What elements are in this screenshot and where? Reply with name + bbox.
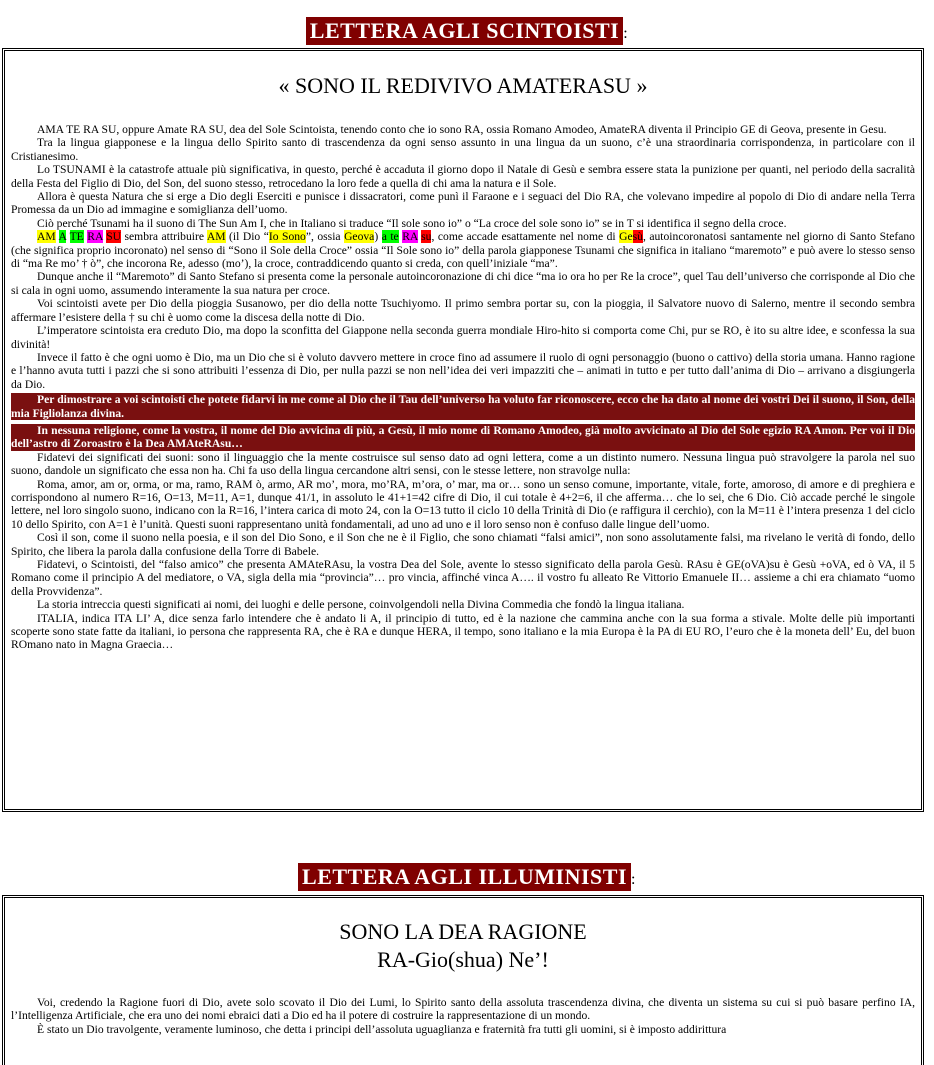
hl-a: A: [58, 230, 67, 244]
section1-title-text: LETTERA AGLI SCINTOISTI: [306, 17, 623, 45]
hl-te: TE: [69, 230, 84, 244]
s2-paragraph-1: Voi, credendo la Ragione fuori di Dio, avete solo scovato il Dio dei Lumi, lo Spirito santo della assoluta trascendenza divina, che diventa un sistema su cui si può basare perfino IA, l’Intelligenza Artificiale, che era uno dei nomi ebraici dati a Dio ed ha il potere di costruire la rappresentazione di un mondo.: [11, 996, 915, 1023]
text-run: (il Dio “: [225, 230, 269, 244]
section1-title-colon: :: [623, 25, 629, 42]
hl-geova: Geova: [344, 230, 375, 244]
s1-paragraph-9: L’imperatore scintoista era creduto Dio, ma dopo la sconfitta del Giappone nella seconda guerra mondiale Hiro-hito si comporta come Chi, pur se RO, è ito su altre idee, e sconfessa la sua divinità!: [11, 324, 915, 351]
hl-ge: Ge: [619, 230, 633, 244]
s1-paragraph-6: [11, 230, 915, 270]
section2-title: [0, 863, 934, 891]
s1-paragraph-5: Ciò perché Tsunami ha il suono di The Sun Am I, che in Italiano si traduce “Il sole sono io” o “La croce del sole sono io” se in T si identifica il segno della croce.: [37, 216, 787, 230]
hl-su3: sù: [632, 230, 643, 244]
s1-paragraph-13: Fidatevi dei significati dei suoni: sono il linguaggio che la mente costruisce sul senso dato ad ogni lettera, come a un distinto numero. Nessuna lingua può stravolgere la parola nel suo suono, dandole un significato che essa non ha. Chi fa uso della lingua cercandone altri sensi, con le stesse lettere, non stravolge nulla:: [11, 450, 915, 478]
section1-title: [0, 17, 934, 45]
s1-paragraph-10: Invece il fatto è che ogni uomo è Dio, ma un Dio che si è voluto davvero mettere in croce fino ad assumere il ruolo di ogni personaggio (buono o cattivo) della storia umana. Hanno ragione e l’hanno avuta tutti i pazzi che si sono attribuiti l’essenza di Dio, per nulla pazzi se non nell’idea dei veri impazziti che – animati in tutto e per tutto dall’anima di Dio – arrivano a disgiungerla da Dio.: [11, 350, 915, 391]
section2-box: [2, 895, 924, 1065]
section2-title-colon: :: [631, 871, 636, 888]
hl-a-te: a te: [381, 230, 399, 244]
s1-paragraph-15: Così il son, come il suono nella poesia, e il son del Dio Sono, e il Son che ne è il Figlio, che sono chiamati “falsi amici”, non sono assolutamente falsi, ma rivelano le verità di fondo, dello Spirito, che libera la parola dalla confusione della Torre di Babele.: [11, 531, 915, 558]
s1-paragraph-4: Allora è questa Natura che si erge a Dio degli Eserciti e punisce i dissacratori, come punì il Faraone e i seguaci del Dio RA, che volevano impedire al popolo di Dio di andare nella Terra Promessa da un Dio ad immagine e somiglianza dell’uomo.: [11, 190, 915, 217]
s1-paragraph-3: Lo TSUNAMI è la catastrofe attuale più significativa, in questo, perché è accaduta il giorno dopo il Natale di Gesù e sembra essere stata la punizione per quanti, nel periodo della sacralità della Festa del Figlio di Dio, del Son, del suono stesso, retrocedano la loro fede a quella di chi ama la natura e il Sole.: [11, 163, 915, 190]
s1-paragraph-18: ITALIA, indica ITA LI’ A, dice senza farlo intendere che è andato li A, il principio di tutto, ed è la nazione che cammina anche con la sua forma a stivale. Molte delle più importanti scoperte sono state fatte da italiani, io persona che rappresenta RA, che è RA e dunque HERA, il tempo, sono italiano e la mia Europa è la PA di EU RO, l’euro che è la moneta dell’ Eu, del buon ROmano nato in Magna Graecia…: [11, 611, 915, 652]
s1-paragraph-8: Voi scintoisti avete per Dio della pioggia Susanowo, per dio della notte Tsuchiyomo. Il primo sembra portar su, con la pioggia, il Salvatore nuovo di Salerno, mentre il secondo sembra affermare l’esistere della † su chi è uomo come la discesa della notte di Dio.: [11, 297, 915, 324]
s1-paragraph-12: In nessuna religione, come la vostra, il nome del Dio avvicina di più, a Gesù, il mio nome di Romano Amodeo, già molto avvicinato al Dio del Sole egizio RA Amon. Per voi il Dio dell’astro di Zoroastro è la Dea AMAteRAsu…: [11, 423, 915, 451]
s2-paragraph-2: È stato un Dio travolgente, veramente luminoso, che detta i principi dell’assoluta uguaglianza e fraternità fra tutti gli uomini, si è imposto addirittura: [37, 1022, 727, 1036]
hl-ra: RA: [87, 230, 103, 244]
hl-su: SU: [106, 230, 122, 244]
s1-paragraph-16: Fidatevi, o Scintoisti, del “falso amico” che presenta AMAteRAsu, la vostra Dea del Sole, avente lo stesso significato della parola Gesù. RAsu è GE(oVA)su è Gesù +oVA, ed ò VA, il 5 Romano come il principio A del mediatore, o VA, sigla della mia “provincia”… pro vincia, affinché vinca A…. il vostro fu alleato Re Vittorio Emanuele II… assieme a chi era chiamato “uomo della Provvidenza”.: [11, 558, 915, 598]
section1-heading: « SONO IL REDIVIVO AMATERASU »: [278, 73, 648, 98]
text-run: ”, ossia: [305, 230, 345, 244]
hl-am: AM: [37, 230, 56, 244]
hl-ra2: RA: [402, 230, 418, 244]
text-run: , autoincoronatosi santamente nel giorno di Santo Stefano (che significa proprio incoronato) nel senso di “Sono il Sole della Croce” ossia “Il Sole sono io” della parola giapponese Tsunami che significa in italiano “maremoto” e può avere lo stesso senso di “ma Re mo’ † ò”, che incorona Re, adesso (mo’), la croce, contraddicendo quanto si creda, con quell’iniziale “ma”.: [11, 230, 915, 271]
section2-heading-line1: SONO LA DEA RAGIONE: [339, 919, 587, 944]
section2-heading-line2: RA-Gio(shua) Ne’!: [377, 947, 549, 972]
s1-paragraph-1: AMA TE RA SU, oppure Amate RA SU, dea del Sole Scintoista, tenendo conto che io sono RA, ossia Romano Amodeo, AmateRA diventa il Principio GE di Geova, presente in Gesu.: [37, 123, 887, 136]
s1-paragraph-2: Tra la lingua giapponese e la lingua dello Spirito santo di trascendenza da ogni senso assunto in una lingua da un suono, c’è una straordinaria corrispondenza, in particolare con il Cristianesimo.: [11, 136, 915, 163]
hl-su2: su: [421, 230, 432, 244]
hl-io-sono: Io Sono: [268, 230, 306, 244]
section2-title-text: LETTERA AGLI ILLUMINISTI: [298, 863, 631, 891]
s1-paragraph-17: La storia intreccia questi significati ai nomi, dei luoghi e delle persone, coinvolgendoli nella Divina Commedia che fondò la lingua italiana.: [37, 598, 685, 612]
text-run: , come accade esattamente nel nome di: [431, 230, 620, 244]
hl-am2: AM: [206, 230, 226, 244]
s1-paragraph-14: Roma, amor, am or, orma, or ma, ramo, RAM ò, armo, AR mo’, mora, mo’RA, m’ora, o’ mar, ma or… sono un senso comune, importante, vitale, forte, amoroso, di amore e di preghiera e corrispondono al numero R=16, O=13, M=11, A=1, dunque 41/1, in assoluto le 41+1=42 cifre di Dio, il cui totale è 4+2=6, il che afferma… che lo sei, che 6 Dio. Ciò accade perché le singole lettere, nel loro singolo suono, indicano con la R=16, l’intera carica di moto 24, con la O=13 tutto il ciclo 10 della Trinità di Dio (e raffigura il cerchio), con la M=11 è l’intera presenza 1 del ciclo 10 dello Spirito, con A=1 è l’unità. Questi suoni rappresentano unità fondamentali, ad uno ad uno e il loro senso non è confuso dalle lingue dell’uomo.: [11, 477, 915, 531]
text-run: sembra attribuire: [121, 230, 207, 244]
s1-paragraph-11: Per dimostrare a voi scintoisti che potete fidarvi in me come al Dio che il Tau dell’universo ha voluto far riconoscere, ecco che ha dato al nome dei vostri Dei il suono, il Son, della mia Figliolanza divina.: [11, 393, 915, 420]
s1-paragraph-7: Dunque anche il “Maremoto” di Santo Stefano si presenta come la personale autoincoronazione di chi dice “ma io ora ho per Re la croce”, quel Tau dell’universo che corrisponde al Dio che si cala in ogni uomo, assumendo interamente la sua natura per croce.: [11, 270, 915, 297]
text-run: ): [374, 230, 382, 244]
section1-box: [2, 48, 924, 812]
